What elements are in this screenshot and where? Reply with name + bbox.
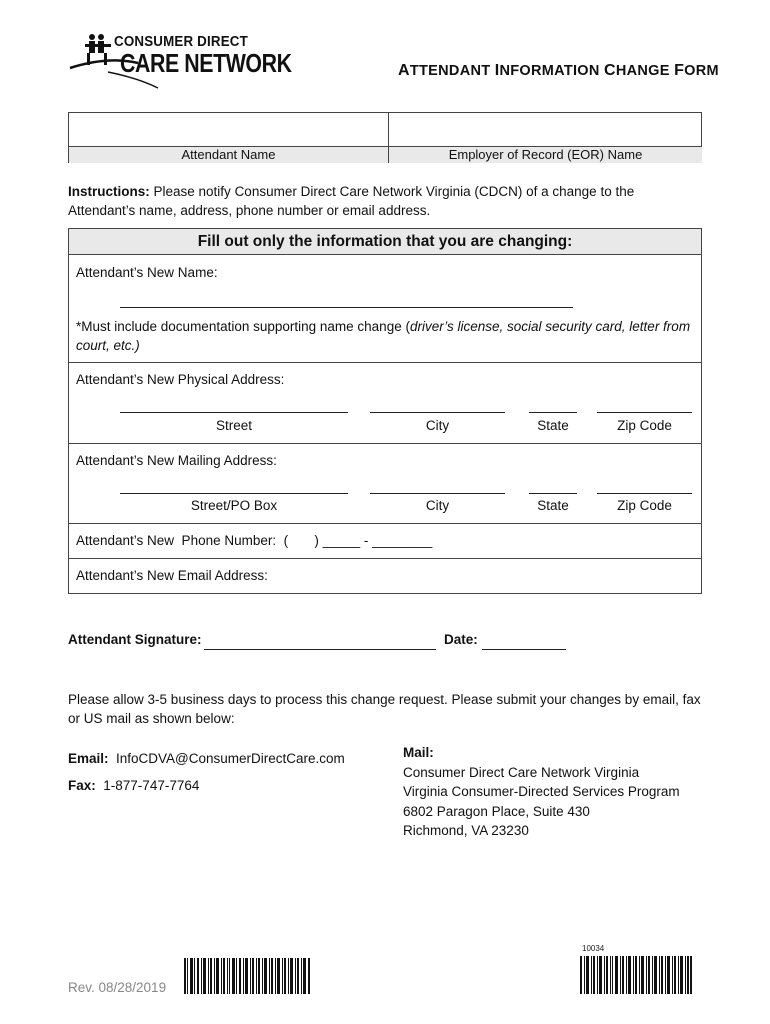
barcode-icon xyxy=(184,958,310,994)
physical-state-caption: State xyxy=(537,418,569,433)
physical-city-line[interactable] xyxy=(370,412,505,413)
mailing-zip-line[interactable] xyxy=(597,493,692,494)
attendant-name-field[interactable] xyxy=(69,113,389,147)
date-label: Date: xyxy=(444,632,478,647)
names-table xyxy=(68,112,702,163)
mailing-street-line[interactable] xyxy=(120,493,348,494)
eor-name-field[interactable] xyxy=(389,113,702,147)
signature-line[interactable] xyxy=(204,649,436,650)
eor-name-label: Employer of Record (EOR) Name xyxy=(389,147,702,163)
new-name-label: Attendant’s New Name: xyxy=(76,265,218,280)
email-contact: Email: InfoCDVA@ConsumerDirectCare.com xyxy=(68,751,345,766)
processing-note: Please allow 3-5 business days to process this change request. Please submit your changes by email, fax or US mail as shown below: xyxy=(68,692,701,726)
email-label: Attendant’s New Email Address: xyxy=(76,568,268,583)
mailing-zip-caption: Zip Code xyxy=(617,498,672,513)
mailing-city-line[interactable] xyxy=(370,493,505,494)
physical-street-caption: Street xyxy=(215,418,253,433)
fax-contact: Fax: 1-877-747-7764 xyxy=(68,778,200,793)
page-title: ATTENDANT INFORMATION CHANGE FORM xyxy=(398,62,719,79)
mailing-state-line[interactable] xyxy=(529,493,577,494)
physical-state-line[interactable] xyxy=(529,412,577,413)
revision-date: Rev. 08/28/2019 xyxy=(68,980,167,995)
change-info-box xyxy=(68,228,702,594)
physical-address-label: Attendant’s New Physical Address: xyxy=(76,372,285,387)
box-header: Fill out only the information that you are changing: xyxy=(69,229,701,255)
mailing-street-caption: Street/PO Box xyxy=(190,498,278,513)
mailing-city-caption: City xyxy=(425,498,450,513)
new-name-line[interactable] xyxy=(120,307,573,308)
physical-city-caption: City xyxy=(425,418,450,433)
mailing-address-label: Attendant’s New Mailing Address: xyxy=(76,453,277,468)
phone-label: Attendant’s New Phone Number: ( ) _____ - ________ xyxy=(76,533,433,548)
signature-label: Attendant Signature: xyxy=(68,632,202,647)
mail-contact: Mail: Consumer Direct Care Network Virginia Virginia Consumer-Directed Services Program 6802 Paragon Place, Suite 430 Richmond, VA 23230 xyxy=(403,745,680,838)
physical-zip-line[interactable] xyxy=(597,412,692,413)
barcode-icon xyxy=(580,956,692,994)
documentation-note: *Must include documentation supporting name change (driver’s license, social security card, letter from court, etc.) xyxy=(76,319,691,353)
email-link[interactable]: InfoCDVA@ConsumerDirectCare.com xyxy=(116,751,345,766)
mailing-state-caption: State xyxy=(537,498,569,513)
physical-zip-caption: Zip Code xyxy=(617,418,672,433)
date-line[interactable] xyxy=(482,649,566,650)
instructions: Instructions: Please notify Consumer Direct Care Network Virginia (CDCN) of a change to the Attendant’s name, address, phone number or email address. xyxy=(68,184,635,218)
attendant-name-label: Attendant Name xyxy=(69,147,389,163)
logo-line1: CONSUMER DIRECT xyxy=(114,34,248,50)
logo-line2: CARE NETWORK xyxy=(120,48,292,78)
barcode-number: 10034 xyxy=(582,944,605,953)
physical-street-line[interactable] xyxy=(120,412,348,413)
